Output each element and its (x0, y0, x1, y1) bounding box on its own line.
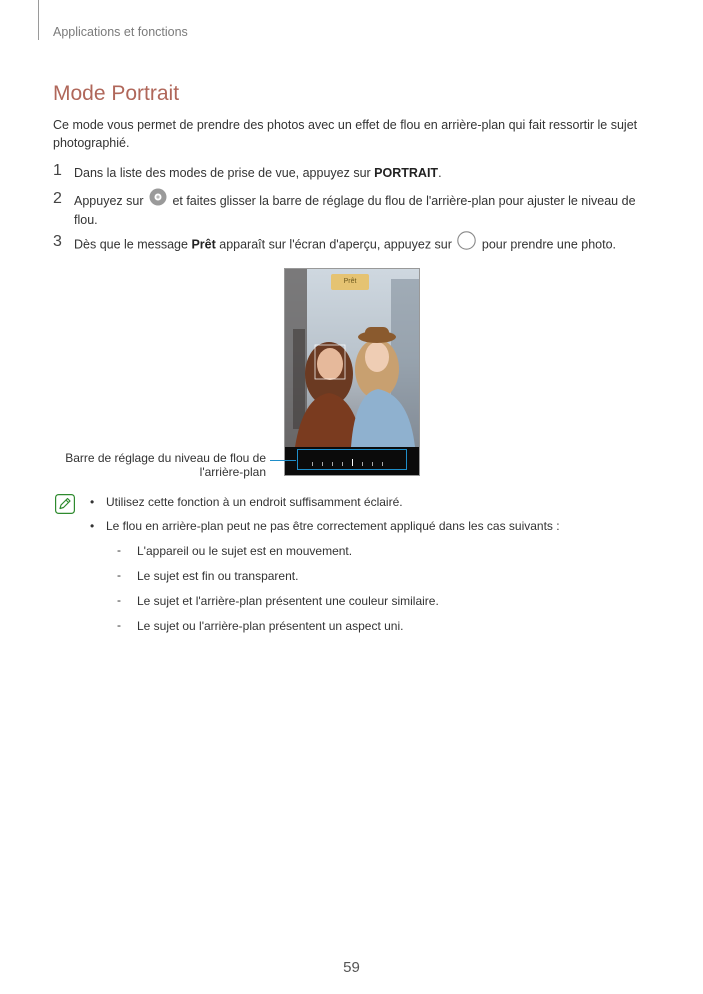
header-rule (38, 0, 39, 40)
slider-tick (372, 462, 373, 466)
note-bullet: • Le flou en arrière-plan peut ne pas être correctement appliqué dans les cas suivants : (90, 519, 560, 533)
section-header: Applications et fonctions (53, 25, 188, 39)
slider-tick (362, 462, 363, 466)
camera-preview-screen (284, 268, 420, 476)
slider-tick (382, 462, 383, 466)
slider-tick (312, 462, 313, 466)
note-subitem: - Le sujet et l'arrière-plan présentent une couleur similaire. (117, 593, 439, 608)
slider-tick (332, 462, 333, 466)
step-number: 3 (53, 233, 62, 250)
blur-slider-bar (285, 447, 419, 475)
step-number: 2 (53, 190, 62, 207)
step-3: 3 Dès que le message Prêt apparaît sur l'écran d'aperçu, appuyez sur pour prendre une photo. (53, 235, 653, 255)
portrait-photo (285, 269, 419, 447)
step-1: 1 Dans la liste des modes de prise de vue, appuyez sur PORTRAIT. (53, 162, 442, 180)
blur-slider-callout: Barre de réglage du niveau de flou de l'arrière-plan (65, 451, 266, 479)
ready-badge: Prêt (331, 274, 369, 290)
blur-effect-icon (149, 188, 167, 211)
step-2: 2 Appuyez sur et faites glisser la barre de réglage du flou de l'arrière-plan pour ajuster le niveau de flou. (53, 190, 636, 228)
ready-message-label: Prêt (191, 237, 216, 252)
portrait-mode-label: PORTRAIT (374, 166, 439, 180)
intro-paragraph: Ce mode vous permet de prendre des photos avec un effet de flou en arrière-plan qui fait ressortir le sujet photographié. (53, 118, 638, 150)
slider-tick (342, 462, 343, 466)
page-number: 59 (343, 959, 360, 976)
slider-tick (322, 462, 323, 466)
page-title: Mode Portrait (53, 82, 180, 105)
shutter-button-icon (457, 231, 476, 255)
callout-leader-line (270, 460, 296, 461)
note-pencil-icon (55, 494, 75, 519)
note-subitem: - Le sujet ou l'arrière-plan présentent un aspect uni. (117, 618, 404, 633)
step-number: 1 (53, 162, 62, 179)
note-subitem: - L'appareil ou le sujet est en mouvement. (117, 543, 353, 558)
slider-current-tick (352, 459, 353, 466)
note-bullet: • Utilisez cette fonction à un endroit suffisamment éclairé. (90, 495, 403, 509)
blur-adjustment-slider[interactable] (297, 449, 407, 470)
note-subitem: - Le sujet est fin ou transparent. (117, 568, 299, 583)
